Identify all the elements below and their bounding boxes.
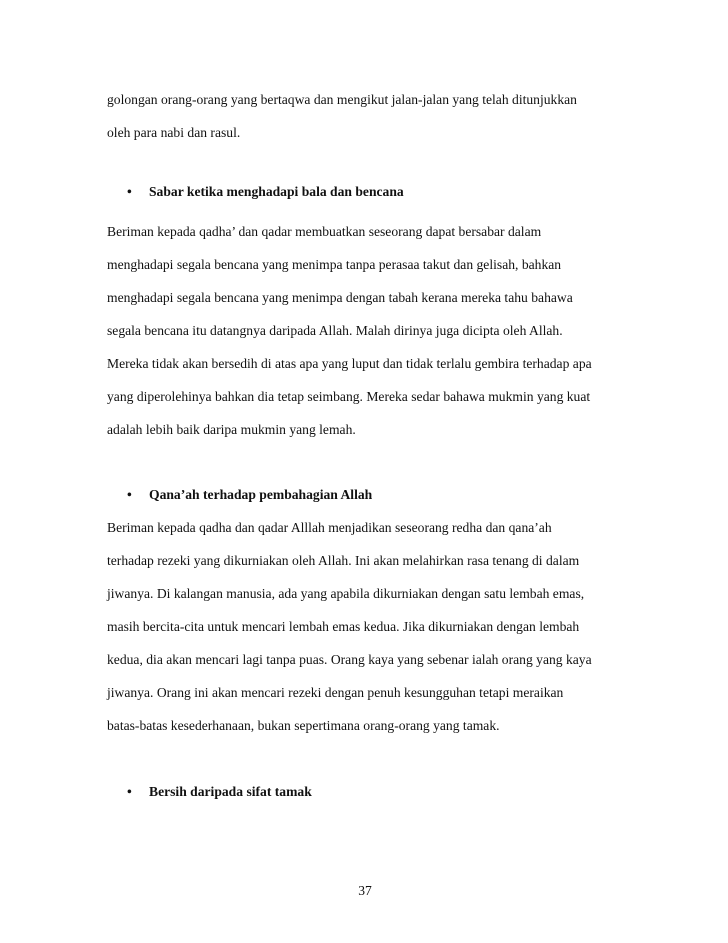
section-heading <box>127 183 404 201</box>
bullet-icon: • <box>127 784 132 799</box>
body-text-line: segala bencana itu datangnya daripada Allah. Malah dirinya juga dicipta oleh Allah. <box>107 323 563 338</box>
page-number: 37 <box>358 883 372 898</box>
section-heading <box>127 486 372 504</box>
body-text-line: batas-batas kesederhanaan, bukan sepertimana orang-orang yang tamak. <box>107 718 500 733</box>
section-heading <box>127 783 312 801</box>
body-text-line: Mereka tidak akan bersedih di atas apa yang luput dan tidak terlalu gembira terhadap apa <box>107 356 592 371</box>
body-text-line: jiwanya. Orang ini akan mencari rezeki dengan penuh kesungguhan tetapi meraikan <box>107 685 564 700</box>
bullet-icon: • <box>127 487 132 502</box>
section-heading-text: Sabar ketika menghadapi bala dan bencana <box>149 184 404 199</box>
body-text-line: Beriman kepada qadha dan qadar Alllah menjadikan seseorang redha dan qana’ah <box>107 520 552 535</box>
body-text-line: Beriman kepada qadha’ dan qadar membuatkan seseorang dapat bersabar dalam <box>107 224 542 239</box>
body-text-line: oleh para nabi dan rasul. <box>107 125 241 140</box>
body-text-line: masih bercita-cita untuk mencari lembah emas kedua. Jika dikurniakan dengan lembah <box>107 619 580 634</box>
body-text-line: terhadap rezeki yang dikurniakan oleh Allah. Ini akan melahirkan rasa tenang di dalam <box>107 553 580 568</box>
body-text-line: adalah lebih baik daripa mukmin yang lemah. <box>107 422 356 437</box>
section-heading-text: Bersih daripada sifat tamak <box>149 784 312 799</box>
section-heading-text: Qana’ah terhadap pembahagian Allah <box>149 487 373 502</box>
body-text-line: yang diperolehinya bahkan dia tetap seimbang. Mereka sedar bahawa mukmin yang kuat <box>107 389 591 404</box>
body-text-line: menghadapi segala bencana yang menimpa dengan tabah kerana mereka tahu bahawa <box>107 290 573 305</box>
body-text-line: kedua, dia akan mencari lagi tanpa puas. Orang kaya yang sebenar ialah orang yang kaya <box>107 652 592 667</box>
body-text-line: jiwanya. Di kalangan manusia, ada yang apabila dikurniakan dengan satu lembah emas, <box>107 586 585 601</box>
body-text-line: menghadapi segala bencana yang menimpa tanpa perasaa takut dan gelisah, bahkan <box>107 257 562 272</box>
bullet-icon: • <box>127 184 132 199</box>
body-text-line: golongan orang-orang yang bertaqwa dan mengikut jalan-jalan yang telah ditunjukkan <box>107 92 577 107</box>
